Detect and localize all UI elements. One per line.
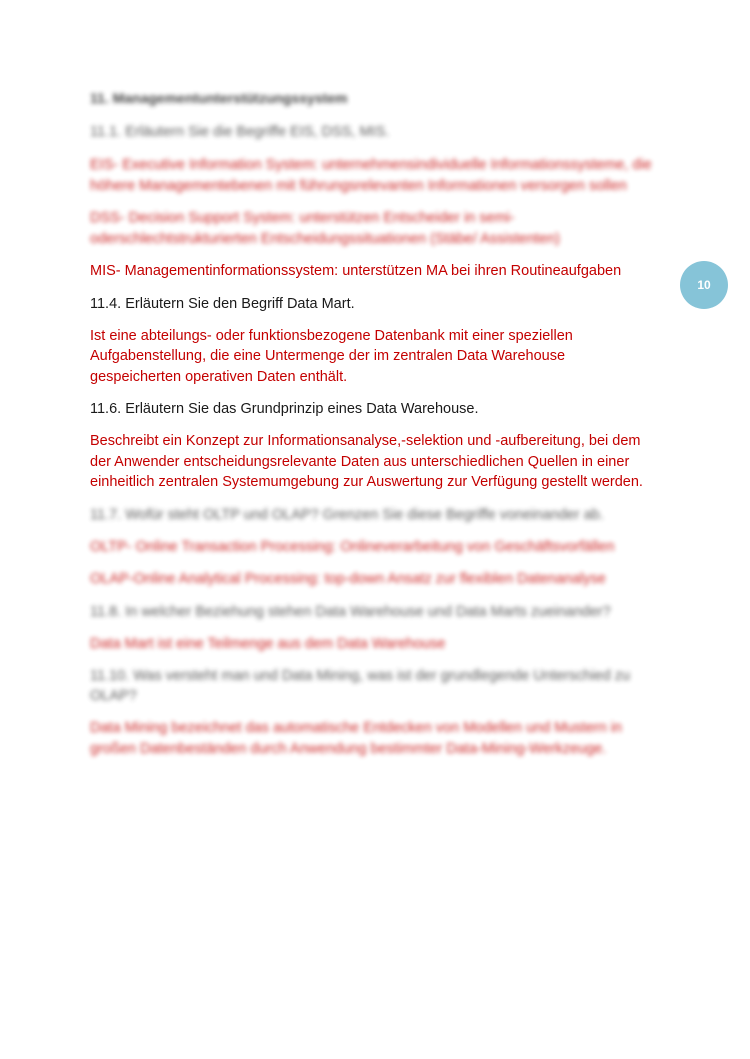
answer-dss: DSS- Decision Support System: unterstützen Entscheider in semi-oderschlechtstrukturierten Entscheidungssituationen (Stäbe/ Assistenten)	[90, 210, 560, 247]
section-heading: 11. Managementunterstützungssystem	[90, 90, 348, 106]
answer-data-mining: Data Mining bezeichnet das automatische Entdecken von Modellen und Mustern in großen Datenbeständen durch Anwendung bestimmter Data-Mining-Werkzeuge.	[90, 720, 622, 757]
answer-eis: EIS- Executive Information System: unternehmensindividuelle Informationssysteme, die höhere Managementebenen mit führungsrelevanten Informationen versorgen sollen	[90, 157, 652, 194]
question-11-1: 11.1. Erläutern Sie die Begriffe EIS, DSS, MIS.	[90, 124, 390, 140]
question-11-6: 11.6. Erläutern Sie das Grundprinzip eines Data Warehouse.	[90, 401, 479, 417]
page-number-badge: 10	[680, 261, 728, 309]
answer-dw-dm-relation: Data Mart ist eine Teilmenge aus dem Data Warehouse	[90, 635, 446, 652]
question-11-10: 11.10. Was versteht man und Data Mining, was ist der grundlegende Unterschied zu OLAP?	[90, 668, 631, 704]
document-content	[90, 88, 656, 759]
question-11-4: 11.4. Erläutern Sie den Begriff Data Mart.	[90, 295, 355, 312]
answer-mis: MIS- Managementinformationssystem: unterstützen MA bei ihren Routineaufgaben	[90, 263, 622, 279]
answer-olap: OLAP-Online Analytical Processing: top-down Ansatz zur flexiblen Datenanalyse	[90, 571, 606, 587]
question-11-7: 11.7. Wofür steht OLTP und OLAP? Grenzen Sie diese Begriffe voneinander ab.	[90, 506, 604, 523]
question-11-8: 11.8. In welcher Beziehung stehen Data Warehouse und Data Marts zueinander?	[90, 603, 611, 620]
answer-data-warehouse: Beschreibt ein Konzept zur Informationsanalyse,-selektion und -aufbereitung, bei dem der Anwender entscheidungsrelevante Daten aus unterschiedlichen Quellen in einer einheitlich zentralen Systemumgebung zur Auswertung zur Verfügung gestellt werden.	[90, 433, 643, 490]
answer-oltp: OLTP- Online Transaction Processing: Onlineverarbeitung von Geschäftsvorfällen	[90, 538, 615, 555]
answer-data-mart: Ist eine abteilungs- oder funktionsbezogene Datenbank mit einer speziellen Aufgabenstellung, die eine Untermenge der im zentralen Data Warehouse gespeicherten operativen Daten enthält.	[90, 327, 573, 385]
